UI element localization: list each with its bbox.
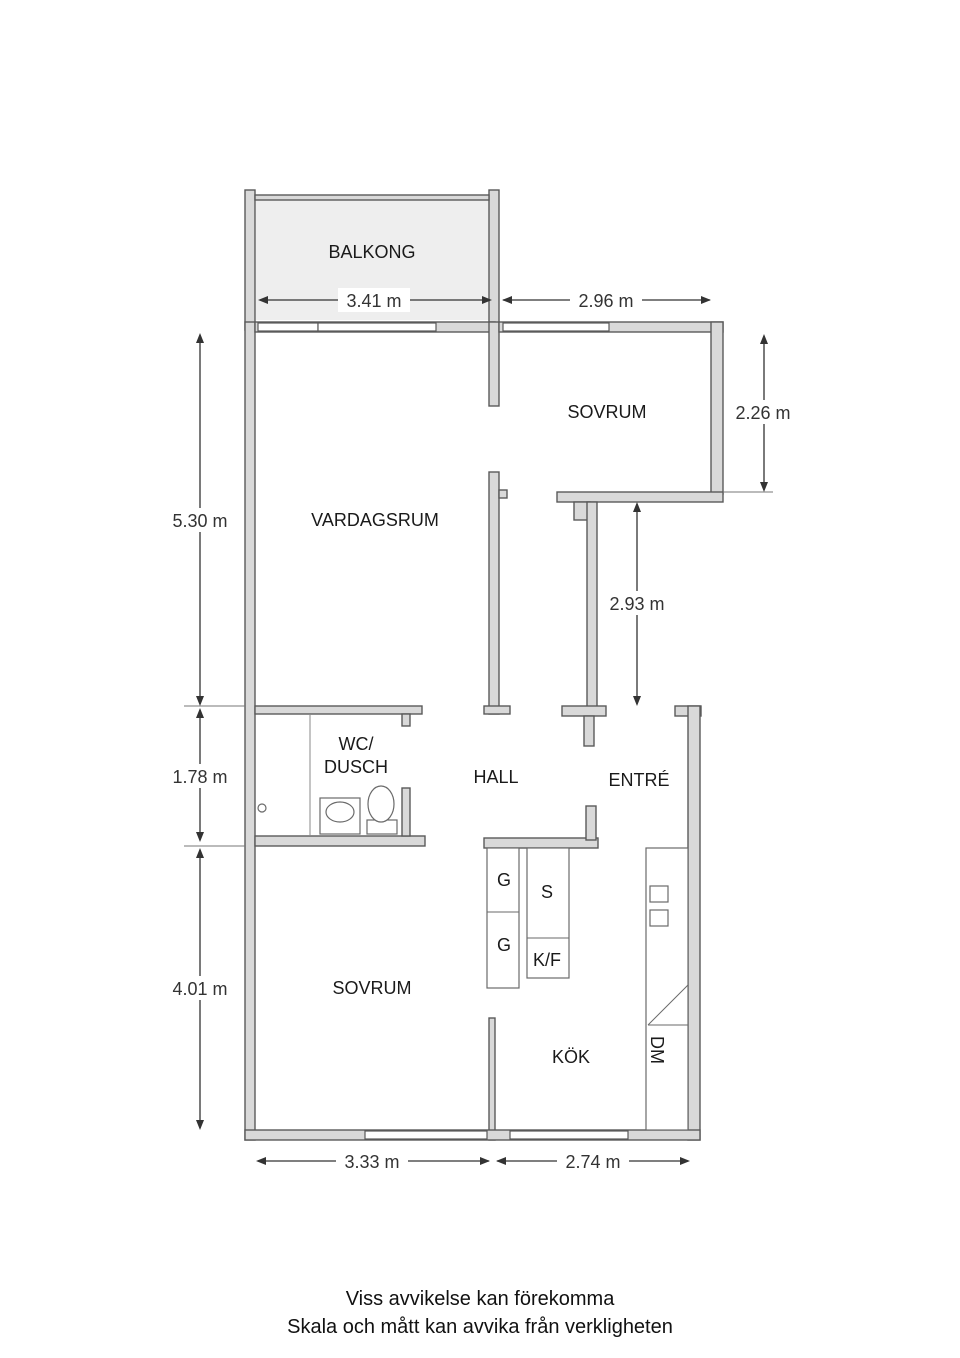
arrow-head xyxy=(196,333,204,343)
kitchen-top-wall xyxy=(484,838,598,848)
sovrum-bottom-wall xyxy=(557,492,723,502)
dim-label-sovrum-top-width: 2.96 m xyxy=(578,291,634,311)
balcony-right-wall xyxy=(489,190,499,330)
arrow-head xyxy=(196,696,204,706)
arrow-head xyxy=(196,832,204,842)
arrow-head xyxy=(196,848,204,858)
dim-label-sovrum-bottom-width: 3.33 m xyxy=(344,1152,400,1172)
window xyxy=(318,323,436,331)
fixture-label-dm: DM xyxy=(647,1036,667,1064)
stove-knob-icon xyxy=(650,886,668,902)
dim-label-wc-depth: 1.78 m xyxy=(172,767,228,787)
dim-label-sovrum-bottom-depth: 4.01 m xyxy=(172,979,228,999)
arrow-head xyxy=(196,708,204,718)
room-label-sovrum-bottom: SOVRUM xyxy=(332,978,412,998)
kitchen-left-wall xyxy=(489,1018,495,1140)
window xyxy=(503,323,609,331)
entre-left-wall xyxy=(587,502,597,714)
fixture-label-g1: G xyxy=(496,870,512,890)
room-label-wc-line1: WC/ xyxy=(338,734,374,754)
window xyxy=(510,1131,628,1139)
dim-label-sovrum-top-depth: 2.26 m xyxy=(735,403,791,423)
room-label-vardagsrum: VARDAGSRUM xyxy=(311,510,439,530)
dim-label-balkong-width: 3.41 m xyxy=(346,291,402,311)
arrow-head xyxy=(680,1157,690,1165)
wall-divider-hall xyxy=(489,472,499,714)
fixture-label-s: S xyxy=(540,882,554,902)
room-label-wc-line2: DUSCH xyxy=(323,757,389,777)
room-label-hall: HALL xyxy=(473,767,519,787)
arrow-head xyxy=(496,1157,506,1165)
arrow-head xyxy=(256,1157,266,1165)
arrow-head xyxy=(633,696,641,706)
room-label-entre: ENTRÉ xyxy=(608,770,670,790)
window xyxy=(258,323,318,331)
arrow-head xyxy=(480,1157,490,1165)
wall-stub xyxy=(402,714,410,726)
room-label-balkong: BALKONG xyxy=(328,242,416,262)
wall-divider-top xyxy=(489,322,499,406)
wall-stub xyxy=(499,490,507,498)
wc-top-wall xyxy=(255,706,422,714)
cabinet-g xyxy=(487,848,519,988)
arrow-head xyxy=(701,296,711,304)
arrow-head xyxy=(760,482,768,492)
fixture-label-g2: G xyxy=(496,935,512,955)
fixture-label-kf: K/F xyxy=(532,950,562,970)
room-label-kok: KÖK xyxy=(551,1047,591,1067)
wall-stub xyxy=(484,706,510,714)
balcony-rail xyxy=(255,195,489,200)
shower-head-icon xyxy=(258,804,266,812)
outer-wall-right xyxy=(688,706,700,1140)
footer-disclaimer-line2: Skala och mått kan avvika från verkligheten xyxy=(287,1316,673,1338)
outer-wall-left xyxy=(245,322,255,1140)
arrow-head xyxy=(502,296,512,304)
balcony-left-wall xyxy=(245,190,255,330)
dim-label-vardagsrum-depth: 5.30 m xyxy=(172,511,228,531)
wall-stub xyxy=(584,716,594,746)
footer-disclaimer-line1: Viss avvikelse kan förekomma xyxy=(345,1288,615,1310)
arrow-head xyxy=(633,502,641,512)
stove-knob-icon xyxy=(650,910,668,926)
sink-basin xyxy=(326,802,354,822)
wall-stub xyxy=(562,706,606,716)
outer-wall-right-sovrum xyxy=(711,322,723,494)
wall-stub xyxy=(402,788,410,836)
arrow-head xyxy=(760,334,768,344)
dim-label-entre-depth: 2.93 m xyxy=(609,594,665,614)
window xyxy=(365,1131,487,1139)
wc-bottom-wall xyxy=(255,836,425,846)
toilet-icon xyxy=(368,786,394,822)
room-label-sovrum-top: SOVRUM xyxy=(567,402,647,422)
wall-stub xyxy=(586,806,596,840)
dim-label-kok-width: 2.74 m xyxy=(565,1152,621,1172)
arrow-head xyxy=(196,1120,204,1130)
